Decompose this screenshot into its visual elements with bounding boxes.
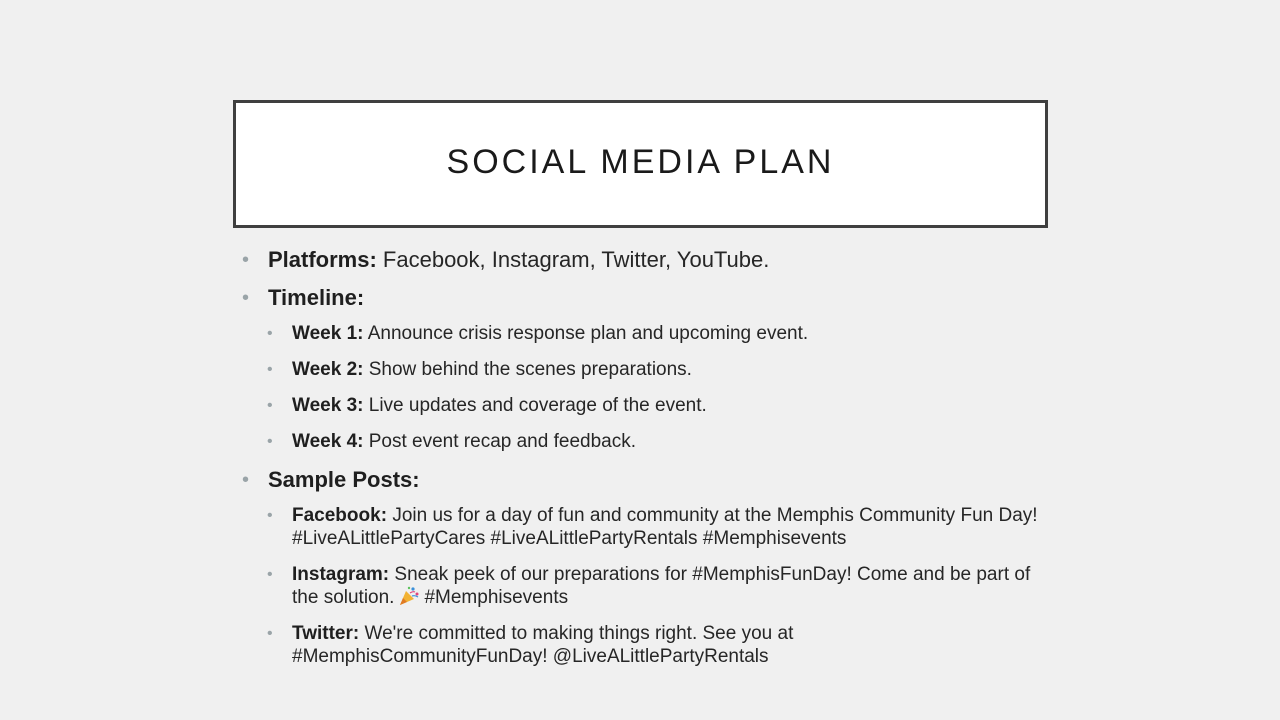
week-3-item [242,394,1042,417]
week-1-label: Week 1: [292,323,364,344]
bullet-icon: • [267,325,273,342]
week-1-item [242,322,1042,345]
twitter-label: Twitter: [292,623,360,644]
platforms-text: Facebook, Instagram, Twitter, YouTube. [382,247,770,272]
week-4-text: Post event recap and feedback. [368,431,636,452]
week-4-item [242,430,1042,453]
facebook-label: Facebook: [292,505,388,526]
slide-content [242,246,1042,681]
week-2-text: Show behind the scenes preparations. [368,359,692,380]
week-3-text: Live updates and coverage of the event. [368,395,707,416]
platforms-label: Platforms: [268,247,377,272]
bullet-icon: • [267,361,273,378]
slide-title: SOCIAL MEDIA PLAN [446,142,835,181]
instagram-hashtag: #Memphisevents [424,587,569,608]
week-3-label: Week 3: [292,395,364,416]
sample-posts-item [242,466,1042,494]
title-box [233,100,1048,228]
facebook-text: Join us for a day of fun and community at the Memphis Community Fun Day! #LiveALittlePartyCares #LiveALittlePartyRentals #Memphisevents [292,505,1038,549]
bullet-icon: • [267,397,273,414]
bullet-icon: • [242,469,250,491]
facebook-post-item [242,504,1042,550]
week-2-label: Week 2: [292,359,364,380]
timeline-label: Timeline: [268,285,365,310]
bullet-icon: • [267,625,273,642]
twitter-post-item [242,622,1042,668]
bullet-icon: • [267,433,273,450]
bullet-icon: • [242,249,250,271]
bullet-icon: • [267,507,273,524]
party-popper-icon [398,586,420,606]
timeline-item [242,284,1042,312]
instagram-label: Instagram: [292,564,390,585]
platforms-item [242,246,1042,274]
bullet-icon: • [242,287,250,309]
week-1-text: Announce crisis response plan and upcoming event. [367,323,809,344]
sample-posts-label: Sample Posts: [268,467,420,492]
week-4-label: Week 4: [292,431,364,452]
week-2-item [242,358,1042,381]
instagram-post-item [242,563,1042,609]
instagram-text: Sneak peek of our preparations for #MemphisFunDay! Come and be part of the solution. [292,564,1031,608]
twitter-text: We're committed to making things right. See you at #MemphisCommunityFunDay! @LiveALittlePartyRentals [292,623,794,667]
bullet-icon: • [267,566,273,583]
